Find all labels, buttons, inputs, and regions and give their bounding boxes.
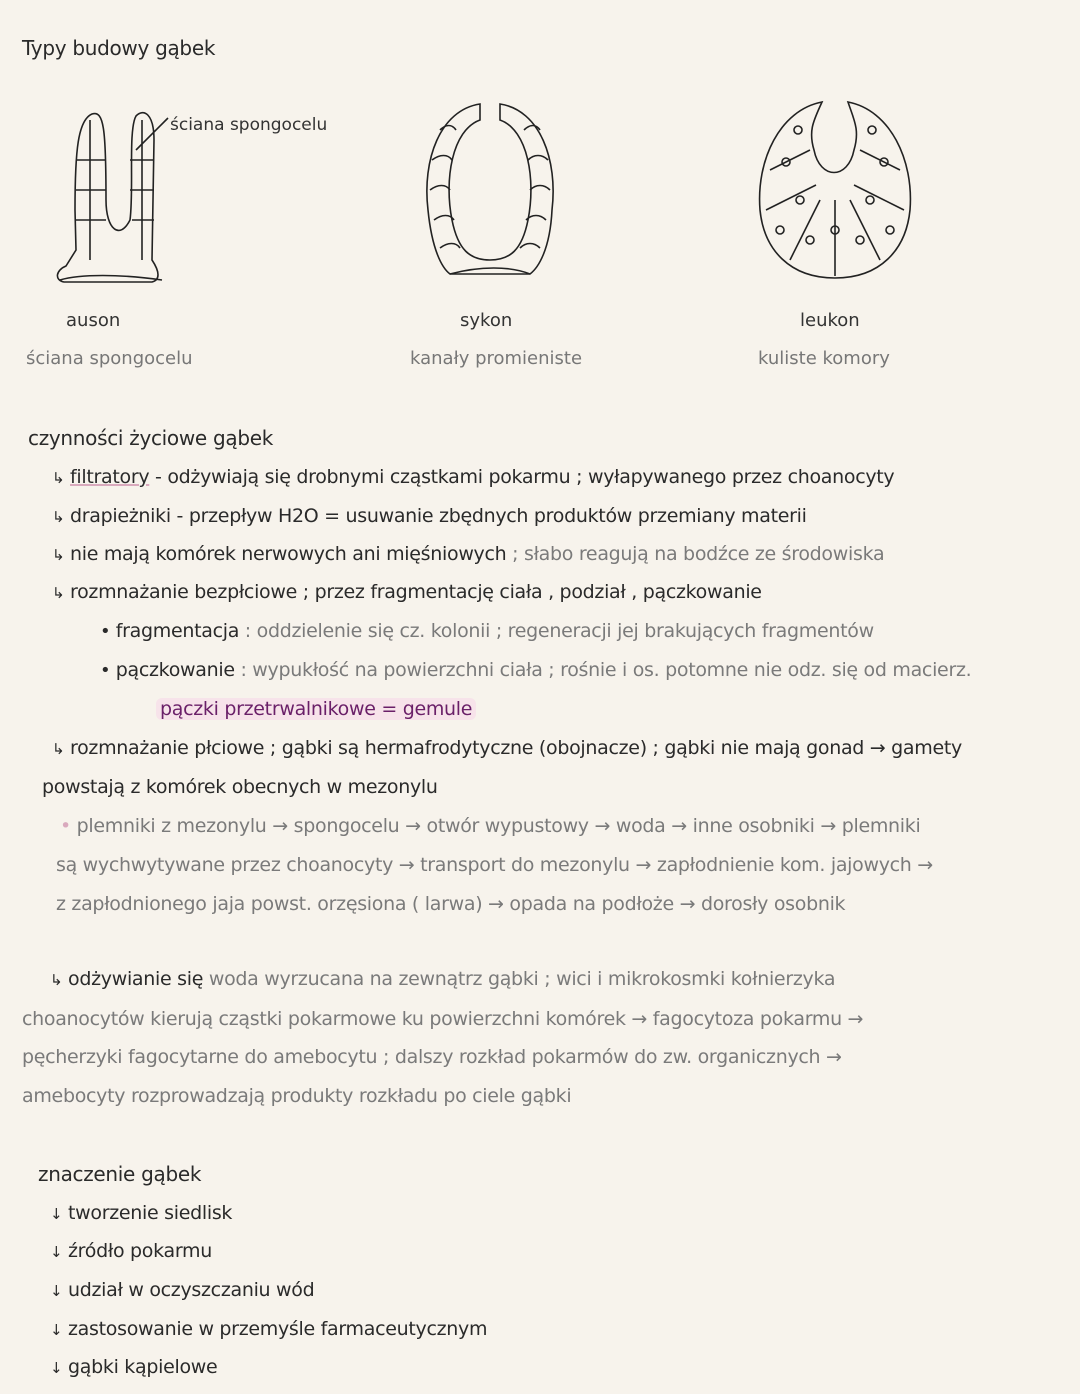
term-filtratory: filtratory [70, 466, 150, 488]
line-text: rozmnażanie płciowe ; gąbki są hermafrodytyczne (obojnacze) ; gąbki nie mają gonad → gamety [70, 737, 962, 759]
arrow-icon: ↳ [52, 546, 65, 564]
page-title: Typy budowy gąbek [22, 36, 216, 60]
line-nerves [52, 543, 884, 565]
gemule-note [156, 698, 476, 720]
line-sperm-path-3: z zapłodnionego jaja powst. orzęsiona ( larwa) → opada na podłoże → dorosły osobnik [56, 893, 846, 915]
item-text: zastosowanie w przemyśle farmaceutycznym [68, 1318, 488, 1340]
askon-label: auson [66, 310, 121, 331]
feeding-heading: odżywianie się [68, 968, 204, 990]
importance-item [50, 1318, 487, 1340]
section-life-functions-heading: czynności życiowe gąbek [28, 426, 274, 450]
askon-figure [40, 90, 340, 294]
pink-dot-icon: • [60, 815, 77, 837]
term-fragmentacja: fragmentacja [115, 620, 240, 642]
bullet-icon: • [100, 660, 116, 681]
arrow-icon: ↳ [50, 971, 63, 989]
line-feeding-2: choanocytów kierują cząstki pokarmowe ku powierzchni komórek → fagocytoza pokarmu → [22, 1008, 864, 1030]
item-text: gąbki kąpielowe [68, 1356, 218, 1378]
arrow-icon: ↳ [52, 740, 65, 758]
line-text-grey: : wypukłość na powierzchni ciała ; rośnie i os. potomne nie odz. się od macierz. [234, 659, 972, 681]
term-paczkowanie: pączkowanie [115, 659, 235, 681]
leukon-label: leukon [800, 310, 860, 331]
importance-item [50, 1240, 212, 1262]
line-text: - odżywiają się drobnymi cząstkami pokarmu ; wyłapywanego przez choanocyty [149, 466, 895, 488]
sykon-figure [410, 90, 570, 294]
line-drapiezniki [52, 505, 807, 527]
importance-item [50, 1356, 217, 1378]
askon-annotation: ściana spongocelu [170, 115, 328, 135]
line-sexual-cont: powstają z komórek obecnych w mezonylu [42, 776, 438, 798]
bullet-fragmentacja [100, 620, 874, 642]
line-sperm-path-2: są wychwytywane przez choanocyty → transport do mezonylu → zapłodnienie kom. jajowych → [56, 854, 933, 876]
line-asexual [52, 581, 762, 603]
down-arrow-icon: ↓ [50, 1321, 63, 1339]
line-filtratory [52, 466, 894, 488]
askon-description: ściana spongocelu [26, 348, 193, 369]
line-feeding-4: amebocyty rozprowadzają produkty rozkładu po ciele gąbki [22, 1085, 572, 1107]
section-importance-heading: znaczenie gąbek [38, 1162, 202, 1186]
item-text: udział w oczyszczaniu wód [68, 1279, 315, 1301]
sykon-description: kanały promieniste [410, 348, 583, 369]
arrow-icon: ↳ [52, 469, 65, 487]
leukon-figure [750, 90, 920, 294]
line-sperm-path [60, 815, 920, 837]
item-text: źródło pokarmu [68, 1240, 212, 1262]
bullet-icon: • [100, 621, 116, 642]
down-arrow-icon: ↓ [50, 1359, 63, 1377]
bullet-paczkowanie [100, 659, 971, 681]
line-text: nie mają komórek nerwowych ani mięśniowych [70, 543, 507, 565]
line-text-grey: : oddzielenie się cz. kolonii ; regeneracji jej brakujących fragmentów [239, 620, 874, 642]
leukon-description: kuliste komory [758, 348, 890, 369]
line-sexual [52, 737, 962, 759]
line-text-grey: ; słabo reagują na bodźce ze środowiska [506, 543, 885, 565]
line-feeding-3: pęcherzyki fagocytarne do amebocytu ; dalszy rozkład pokarmów do zw. organicznych → [22, 1046, 842, 1068]
importance-item [50, 1202, 232, 1224]
line-text: plemniki z mezonylu → spongocelu → otwór wypustowy → woda → inne osobniki → plemniki [76, 815, 921, 837]
line-text: drapieżniki - przepływ H2O = usuwanie zbędnych produktów przemiany materii [70, 505, 807, 527]
arrow-icon: ↳ [52, 584, 65, 602]
down-arrow-icon: ↓ [50, 1205, 63, 1223]
line-text-grey: woda wyrzucana na zewnątrz gąbki ; wici i mikrokosmki kołnierzyka [203, 968, 836, 990]
gemule-text: pączki przetrwalnikowe = gemule [156, 698, 476, 720]
down-arrow-icon: ↓ [50, 1282, 63, 1300]
line-text: rozmnażanie bezpłciowe ; przez fragmentację ciała , podział , pączkowanie [70, 581, 762, 603]
arrow-icon: ↳ [52, 508, 65, 526]
line-feeding [50, 968, 835, 990]
sykon-label: sykon [460, 310, 513, 331]
importance-item [50, 1279, 314, 1301]
item-text: tworzenie siedlisk [68, 1202, 233, 1224]
down-arrow-icon: ↓ [50, 1243, 63, 1261]
sykon-drawing [410, 90, 570, 290]
leukon-drawing [750, 90, 920, 290]
